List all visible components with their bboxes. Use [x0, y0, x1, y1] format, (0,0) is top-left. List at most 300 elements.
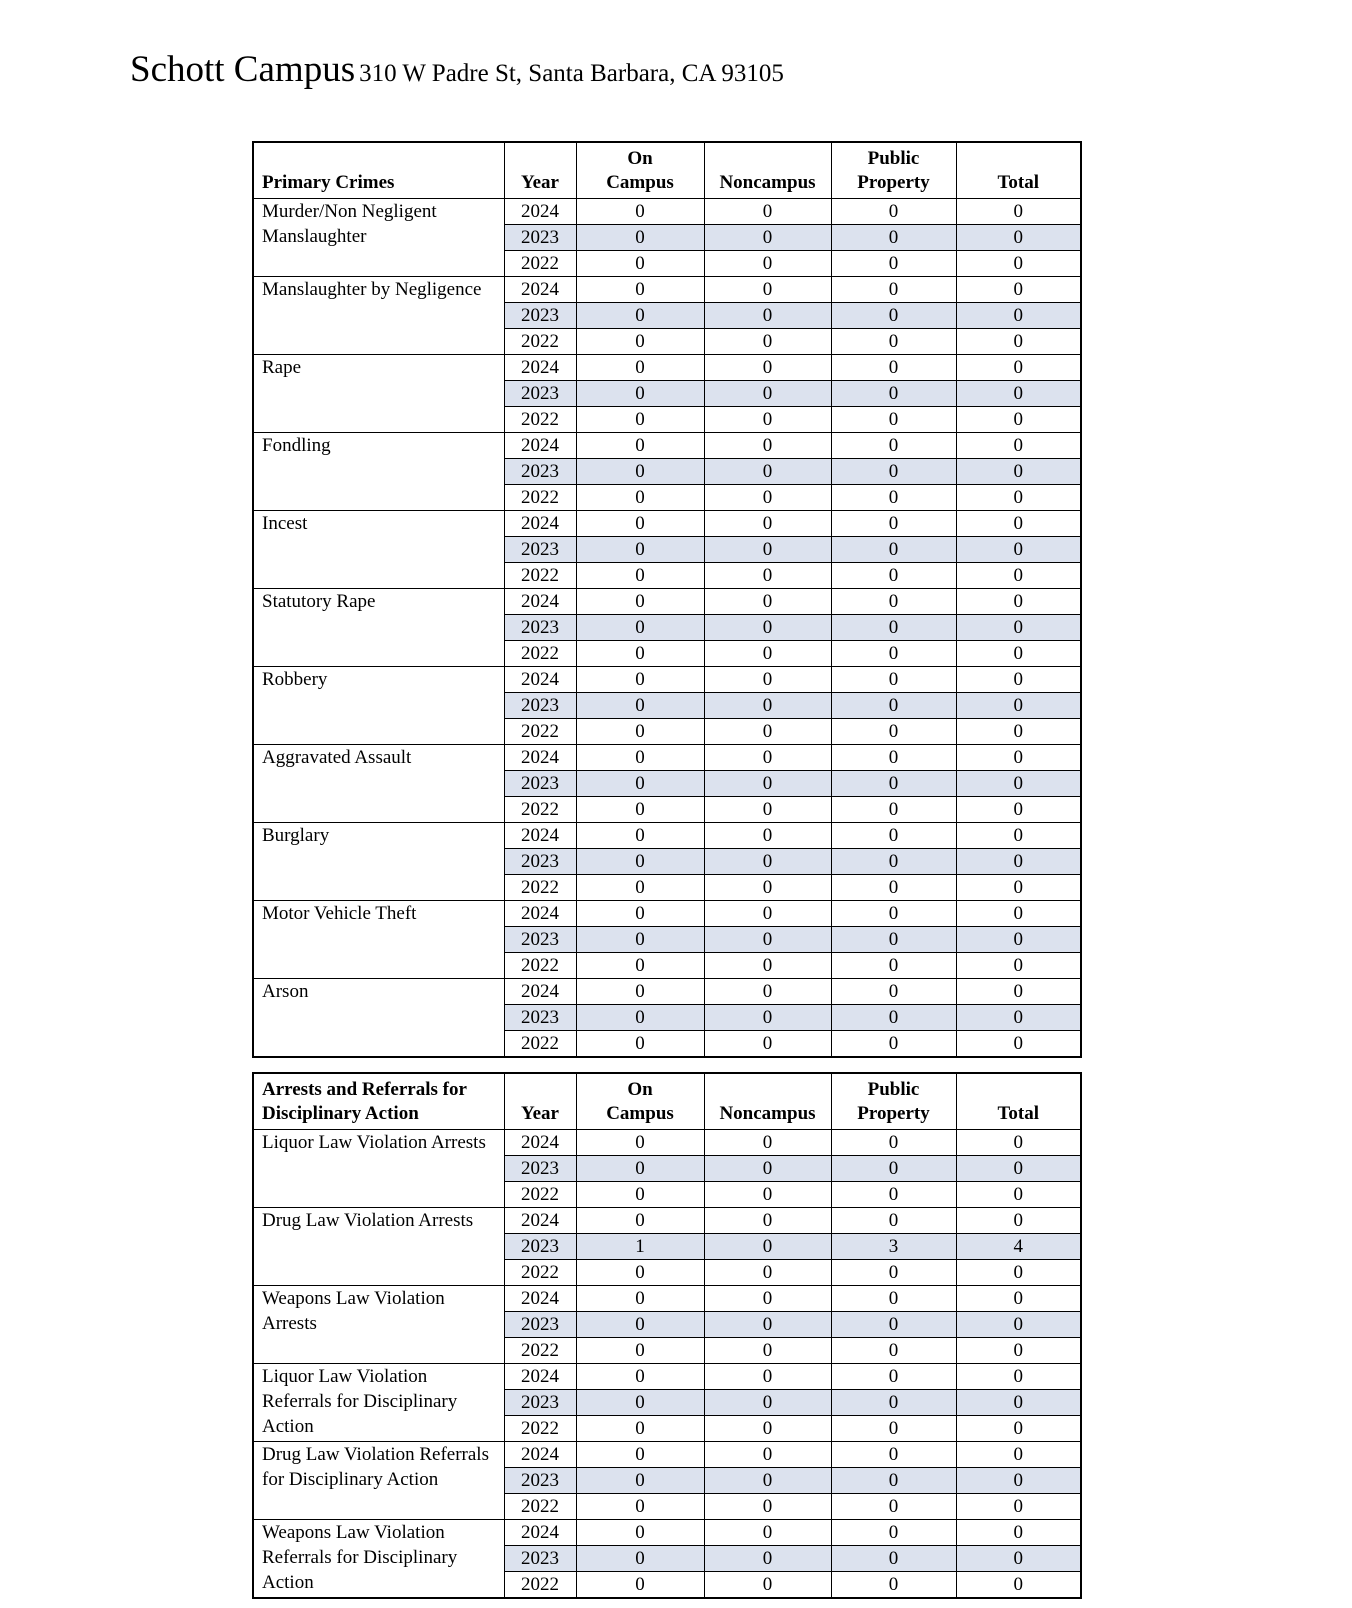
value-cell-noncampus: 0 — [704, 719, 831, 745]
value-cell-noncampus: 0 — [704, 1260, 831, 1286]
value-cell-public-property: 0 — [831, 953, 956, 979]
crime-category: Burglary — [253, 823, 504, 901]
value-cell-noncampus: 0 — [704, 641, 831, 667]
year-cell: 2023 — [504, 1156, 576, 1182]
year-cell: 2022 — [504, 563, 576, 589]
column-header-public-property: Public Property — [831, 1073, 956, 1130]
value-cell-on-campus: 0 — [576, 1468, 704, 1494]
year-cell: 2024 — [504, 823, 576, 849]
crime-category: Rape — [253, 355, 504, 433]
column-header-total: Total — [956, 1073, 1081, 1130]
year-cell: 2022 — [504, 875, 576, 901]
value-cell-noncampus: 0 — [704, 199, 831, 225]
value-cell-on-campus: 0 — [576, 719, 704, 745]
value-cell-total: 0 — [956, 1572, 1081, 1599]
table-row — [253, 277, 1081, 303]
value-cell-total: 0 — [956, 329, 1081, 355]
value-cell-public-property: 0 — [831, 1572, 956, 1599]
value-cell-noncampus: 0 — [704, 459, 831, 485]
value-cell-noncampus: 0 — [704, 433, 831, 459]
year-cell: 2022 — [504, 1416, 576, 1442]
value-cell-on-campus: 0 — [576, 589, 704, 615]
year-cell: 2023 — [504, 771, 576, 797]
value-cell-noncampus: 0 — [704, 1572, 831, 1599]
value-cell-public-property: 0 — [831, 277, 956, 303]
year-cell: 2024 — [504, 199, 576, 225]
year-cell: 2023 — [504, 927, 576, 953]
value-cell-public-property: 0 — [831, 485, 956, 511]
value-cell-noncampus: 0 — [704, 511, 831, 537]
value-cell-noncampus: 0 — [704, 667, 831, 693]
value-cell-on-campus: 0 — [576, 1156, 704, 1182]
table-row — [253, 1208, 1081, 1234]
table-row — [253, 1520, 1081, 1546]
year-cell: 2022 — [504, 641, 576, 667]
value-cell-public-property: 0 — [831, 1031, 956, 1058]
year-cell: 2024 — [504, 901, 576, 927]
year-cell: 2023 — [504, 381, 576, 407]
year-cell: 2023 — [504, 615, 576, 641]
year-cell: 2024 — [504, 1208, 576, 1234]
value-cell-public-property: 0 — [831, 1182, 956, 1208]
value-cell-on-campus: 0 — [576, 771, 704, 797]
value-cell-noncampus: 0 — [704, 1442, 831, 1468]
value-cell-public-property: 0 — [831, 849, 956, 875]
year-cell: 2024 — [504, 667, 576, 693]
year-cell: 2023 — [504, 849, 576, 875]
value-cell-public-property: 0 — [831, 1416, 956, 1442]
value-cell-public-property: 0 — [831, 1390, 956, 1416]
value-cell-noncampus: 0 — [704, 1546, 831, 1572]
value-cell-noncampus: 0 — [704, 1234, 831, 1260]
value-cell-public-property: 0 — [831, 615, 956, 641]
value-cell-total: 0 — [956, 1031, 1081, 1058]
year-cell: 2024 — [504, 1520, 576, 1546]
value-cell-on-campus: 0 — [576, 1031, 704, 1058]
value-cell-total: 0 — [956, 1364, 1081, 1390]
value-cell-total: 0 — [956, 979, 1081, 1005]
value-cell-noncampus: 0 — [704, 1130, 831, 1156]
crime-category: Drug Law Violation Referrals for Disciplinary Action — [253, 1442, 504, 1520]
value-cell-on-campus: 0 — [576, 1312, 704, 1338]
value-cell-total: 0 — [956, 433, 1081, 459]
year-cell: 2024 — [504, 589, 576, 615]
value-cell-noncampus: 0 — [704, 1312, 831, 1338]
value-cell-on-campus: 0 — [576, 1494, 704, 1520]
value-cell-public-property: 0 — [831, 459, 956, 485]
table-row — [253, 433, 1081, 459]
value-cell-total: 0 — [956, 251, 1081, 277]
value-cell-on-campus: 0 — [576, 1572, 704, 1599]
value-cell-noncampus: 0 — [704, 1286, 831, 1312]
value-cell-on-campus: 0 — [576, 979, 704, 1005]
table-row — [253, 745, 1081, 771]
value-cell-public-property: 0 — [831, 797, 956, 823]
value-cell-noncampus: 0 — [704, 979, 831, 1005]
column-header-on-campus: On Campus — [576, 1073, 704, 1130]
value-cell-total: 0 — [956, 381, 1081, 407]
value-cell-total: 0 — [956, 199, 1081, 225]
year-cell: 2024 — [504, 1442, 576, 1468]
year-cell: 2023 — [504, 693, 576, 719]
value-cell-noncampus: 0 — [704, 615, 831, 641]
value-cell-public-property: 0 — [831, 875, 956, 901]
value-cell-public-property: 0 — [831, 1156, 956, 1182]
crime-category: Incest — [253, 511, 504, 589]
value-cell-on-campus: 0 — [576, 329, 704, 355]
table-row — [253, 979, 1081, 1005]
value-cell-total: 0 — [956, 1182, 1081, 1208]
value-cell-noncampus: 0 — [704, 329, 831, 355]
value-cell-noncampus: 0 — [704, 771, 831, 797]
crime-category: Weapons Law Violation Referrals for Disciplinary Action — [253, 1520, 504, 1599]
value-cell-on-campus: 0 — [576, 1390, 704, 1416]
value-cell-on-campus: 0 — [576, 485, 704, 511]
value-cell-noncampus: 0 — [704, 303, 831, 329]
value-cell-on-campus: 0 — [576, 303, 704, 329]
year-cell: 2022 — [504, 1494, 576, 1520]
value-cell-on-campus: 0 — [576, 1338, 704, 1364]
value-cell-noncampus: 0 — [704, 797, 831, 823]
value-cell-public-property: 0 — [831, 589, 956, 615]
page-title — [130, 48, 784, 91]
value-cell-noncampus: 0 — [704, 875, 831, 901]
year-cell: 2024 — [504, 511, 576, 537]
value-cell-total: 0 — [956, 537, 1081, 563]
value-cell-noncampus: 0 — [704, 485, 831, 511]
table-row — [253, 901, 1081, 927]
value-cell-noncampus: 0 — [704, 1031, 831, 1058]
value-cell-total: 0 — [956, 1468, 1081, 1494]
value-cell-on-campus: 0 — [576, 797, 704, 823]
value-cell-on-campus: 0 — [576, 225, 704, 251]
year-cell: 2024 — [504, 433, 576, 459]
value-cell-on-campus: 0 — [576, 1260, 704, 1286]
value-cell-on-campus: 0 — [576, 1520, 704, 1546]
table-row — [253, 589, 1081, 615]
value-cell-total: 0 — [956, 589, 1081, 615]
primary-crimes-table — [252, 141, 1082, 1058]
value-cell-total: 0 — [956, 823, 1081, 849]
value-cell-noncampus: 0 — [704, 225, 831, 251]
value-cell-total: 0 — [956, 693, 1081, 719]
year-cell: 2023 — [504, 1468, 576, 1494]
value-cell-on-campus: 0 — [576, 875, 704, 901]
value-cell-noncampus: 0 — [704, 589, 831, 615]
value-cell-total: 0 — [956, 1520, 1081, 1546]
value-cell-total: 0 — [956, 1005, 1081, 1031]
year-cell: 2023 — [504, 459, 576, 485]
column-header-public-property: Public Property — [831, 142, 956, 199]
value-cell-total: 0 — [956, 875, 1081, 901]
value-cell-public-property: 0 — [831, 433, 956, 459]
value-cell-on-campus: 0 — [576, 1416, 704, 1442]
value-cell-on-campus: 0 — [576, 823, 704, 849]
value-cell-public-property: 0 — [831, 1130, 956, 1156]
value-cell-noncampus: 0 — [704, 823, 831, 849]
value-cell-total: 0 — [956, 667, 1081, 693]
year-cell: 2023 — [504, 1234, 576, 1260]
year-cell: 2023 — [504, 225, 576, 251]
year-cell: 2022 — [504, 1572, 576, 1599]
value-cell-public-property: 0 — [831, 407, 956, 433]
value-cell-noncampus: 0 — [704, 1005, 831, 1031]
value-cell-noncampus: 0 — [704, 693, 831, 719]
value-cell-public-property: 0 — [831, 979, 956, 1005]
value-cell-on-campus: 0 — [576, 641, 704, 667]
value-cell-public-property: 0 — [831, 199, 956, 225]
value-cell-total: 0 — [956, 1208, 1081, 1234]
value-cell-total: 0 — [956, 485, 1081, 511]
value-cell-total: 0 — [956, 303, 1081, 329]
value-cell-noncampus: 0 — [704, 1494, 831, 1520]
crime-category: Statutory Rape — [253, 589, 504, 667]
crime-category: Aggravated Assault — [253, 745, 504, 823]
table-row — [253, 355, 1081, 381]
value-cell-total: 0 — [956, 277, 1081, 303]
campus-name: Schott Campus — [130, 49, 356, 90]
table-row — [253, 1364, 1081, 1390]
year-cell: 2022 — [504, 251, 576, 277]
table-row — [253, 823, 1081, 849]
value-cell-noncampus: 0 — [704, 1390, 831, 1416]
value-cell-on-campus: 0 — [576, 355, 704, 381]
year-cell: 2024 — [504, 1286, 576, 1312]
value-cell-public-property: 0 — [831, 1005, 956, 1031]
value-cell-total: 0 — [956, 225, 1081, 251]
value-cell-noncampus: 0 — [704, 563, 831, 589]
value-cell-total: 0 — [956, 745, 1081, 771]
value-cell-total: 0 — [956, 407, 1081, 433]
column-header-total: Total — [956, 142, 1081, 199]
value-cell-on-campus: 0 — [576, 901, 704, 927]
value-cell-total: 0 — [956, 927, 1081, 953]
value-cell-public-property: 0 — [831, 1208, 956, 1234]
value-cell-on-campus: 0 — [576, 1208, 704, 1234]
value-cell-public-property: 3 — [831, 1234, 956, 1260]
value-cell-total: 0 — [956, 641, 1081, 667]
value-cell-public-property: 0 — [831, 1364, 956, 1390]
value-cell-on-campus: 0 — [576, 745, 704, 771]
value-cell-total: 0 — [956, 901, 1081, 927]
table-title: Arrests and Referrals for Disciplinary Action — [253, 1073, 504, 1130]
value-cell-noncampus: 0 — [704, 745, 831, 771]
value-cell-total: 0 — [956, 1260, 1081, 1286]
year-cell: 2024 — [504, 745, 576, 771]
value-cell-on-campus: 0 — [576, 563, 704, 589]
value-cell-noncampus: 0 — [704, 381, 831, 407]
value-cell-public-property: 0 — [831, 901, 956, 927]
year-cell: 2022 — [504, 1182, 576, 1208]
value-cell-noncampus: 0 — [704, 1182, 831, 1208]
value-cell-on-campus: 0 — [576, 1286, 704, 1312]
crime-category: Arson — [253, 979, 504, 1058]
value-cell-noncampus: 0 — [704, 1156, 831, 1182]
year-cell: 2022 — [504, 1260, 576, 1286]
value-cell-on-campus: 0 — [576, 459, 704, 485]
value-cell-on-campus: 0 — [576, 511, 704, 537]
value-cell-on-campus: 1 — [576, 1234, 704, 1260]
table-title: Primary Crimes — [253, 142, 504, 199]
year-cell: 2022 — [504, 329, 576, 355]
value-cell-noncampus: 0 — [704, 1468, 831, 1494]
value-cell-public-property: 0 — [831, 329, 956, 355]
table-row — [253, 667, 1081, 693]
value-cell-on-campus: 0 — [576, 199, 704, 225]
value-cell-total: 0 — [956, 1156, 1081, 1182]
value-cell-total: 0 — [956, 953, 1081, 979]
year-cell: 2024 — [504, 1130, 576, 1156]
value-cell-public-property: 0 — [831, 1520, 956, 1546]
value-cell-total: 0 — [956, 615, 1081, 641]
value-cell-on-campus: 0 — [576, 1364, 704, 1390]
value-cell-noncampus: 0 — [704, 1416, 831, 1442]
year-cell: 2022 — [504, 485, 576, 511]
value-cell-public-property: 0 — [831, 1338, 956, 1364]
value-cell-noncampus: 0 — [704, 1208, 831, 1234]
value-cell-public-property: 0 — [831, 1468, 956, 1494]
value-cell-public-property: 0 — [831, 823, 956, 849]
year-cell: 2022 — [504, 797, 576, 823]
value-cell-public-property: 0 — [831, 563, 956, 589]
value-cell-public-property: 0 — [831, 537, 956, 563]
value-cell-total: 0 — [956, 797, 1081, 823]
year-cell: 2023 — [504, 1005, 576, 1031]
value-cell-on-campus: 0 — [576, 433, 704, 459]
value-cell-public-property: 0 — [831, 693, 956, 719]
table-row — [253, 1130, 1081, 1156]
value-cell-noncampus: 0 — [704, 849, 831, 875]
crime-category: Drug Law Violation Arrests — [253, 1208, 504, 1286]
value-cell-total: 0 — [956, 511, 1081, 537]
year-cell: 2024 — [504, 979, 576, 1005]
value-cell-total: 0 — [956, 1286, 1081, 1312]
crime-category: Fondling — [253, 433, 504, 511]
value-cell-public-property: 0 — [831, 719, 956, 745]
value-cell-public-property: 0 — [831, 225, 956, 251]
value-cell-on-campus: 0 — [576, 667, 704, 693]
value-cell-on-campus: 0 — [576, 953, 704, 979]
value-cell-noncampus: 0 — [704, 1338, 831, 1364]
value-cell-noncampus: 0 — [704, 953, 831, 979]
value-cell-on-campus: 0 — [576, 381, 704, 407]
column-header-noncampus: Noncampus — [704, 142, 831, 199]
value-cell-total: 0 — [956, 1416, 1081, 1442]
year-cell: 2023 — [504, 1390, 576, 1416]
value-cell-public-property: 0 — [831, 667, 956, 693]
year-cell: 2024 — [504, 1364, 576, 1390]
header-row — [253, 142, 1081, 199]
value-cell-noncampus: 0 — [704, 355, 831, 381]
value-cell-noncampus: 0 — [704, 1520, 831, 1546]
year-cell: 2023 — [504, 537, 576, 563]
column-header-year: Year — [504, 1073, 576, 1130]
value-cell-noncampus: 0 — [704, 537, 831, 563]
value-cell-on-campus: 0 — [576, 1130, 704, 1156]
value-cell-on-campus: 0 — [576, 849, 704, 875]
table-row — [253, 1286, 1081, 1312]
value-cell-public-property: 0 — [831, 641, 956, 667]
year-cell: 2023 — [504, 303, 576, 329]
value-cell-public-property: 0 — [831, 511, 956, 537]
year-cell: 2022 — [504, 407, 576, 433]
crime-category: Robbery — [253, 667, 504, 745]
value-cell-total: 0 — [956, 459, 1081, 485]
value-cell-total: 0 — [956, 1338, 1081, 1364]
value-cell-on-campus: 0 — [576, 615, 704, 641]
value-cell-public-property: 0 — [831, 251, 956, 277]
value-cell-public-property: 0 — [831, 1546, 956, 1572]
value-cell-noncampus: 0 — [704, 277, 831, 303]
year-cell: 2022 — [504, 1031, 576, 1058]
crime-category: Liquor Law Violation Arrests — [253, 1130, 504, 1208]
value-cell-total: 0 — [956, 1130, 1081, 1156]
value-cell-total: 0 — [956, 719, 1081, 745]
year-cell: 2023 — [504, 1312, 576, 1338]
crime-category: Murder/Non Negligent Manslaughter — [253, 199, 504, 277]
value-cell-total: 0 — [956, 1442, 1081, 1468]
year-cell: 2022 — [504, 719, 576, 745]
year-cell: 2022 — [504, 1338, 576, 1364]
value-cell-public-property: 0 — [831, 1494, 956, 1520]
year-cell: 2024 — [504, 355, 576, 381]
value-cell-total: 4 — [956, 1234, 1081, 1260]
value-cell-public-property: 0 — [831, 745, 956, 771]
column-header-on-campus: On Campus — [576, 142, 704, 199]
arrests-referrals-table — [252, 1072, 1082, 1599]
table-row — [253, 199, 1081, 225]
value-cell-public-property: 0 — [831, 771, 956, 797]
value-cell-on-campus: 0 — [576, 927, 704, 953]
crime-category: Motor Vehicle Theft — [253, 901, 504, 979]
campus-address: 310 W Padre St, Santa Barbara, CA 93105 — [359, 60, 784, 87]
value-cell-on-campus: 0 — [576, 1182, 704, 1208]
value-cell-on-campus: 0 — [576, 407, 704, 433]
value-cell-noncampus: 0 — [704, 407, 831, 433]
value-cell-noncampus: 0 — [704, 927, 831, 953]
crime-category: Liquor Law Violation Referrals for Disciplinary Action — [253, 1364, 504, 1442]
value-cell-on-campus: 0 — [576, 1005, 704, 1031]
table-row — [253, 511, 1081, 537]
value-cell-total: 0 — [956, 1312, 1081, 1338]
value-cell-total: 0 — [956, 1546, 1081, 1572]
value-cell-total: 0 — [956, 1494, 1081, 1520]
value-cell-on-campus: 0 — [576, 1546, 704, 1572]
year-cell: 2022 — [504, 953, 576, 979]
column-header-noncampus: Noncampus — [704, 1073, 831, 1130]
value-cell-noncampus: 0 — [704, 901, 831, 927]
value-cell-public-property: 0 — [831, 303, 956, 329]
value-cell-on-campus: 0 — [576, 1442, 704, 1468]
value-cell-on-campus: 0 — [576, 537, 704, 563]
value-cell-public-property: 0 — [831, 355, 956, 381]
value-cell-public-property: 0 — [831, 1286, 956, 1312]
value-cell-on-campus: 0 — [576, 277, 704, 303]
value-cell-on-campus: 0 — [576, 251, 704, 277]
value-cell-public-property: 0 — [831, 1442, 956, 1468]
value-cell-total: 0 — [956, 563, 1081, 589]
value-cell-noncampus: 0 — [704, 1364, 831, 1390]
value-cell-on-campus: 0 — [576, 693, 704, 719]
value-cell-total: 0 — [956, 355, 1081, 381]
crime-category: Manslaughter by Negligence — [253, 277, 504, 355]
column-header-year: Year — [504, 142, 576, 199]
table-row — [253, 1442, 1081, 1468]
value-cell-public-property: 0 — [831, 1260, 956, 1286]
value-cell-noncampus: 0 — [704, 251, 831, 277]
value-cell-total: 0 — [956, 1390, 1081, 1416]
value-cell-public-property: 0 — [831, 1312, 956, 1338]
